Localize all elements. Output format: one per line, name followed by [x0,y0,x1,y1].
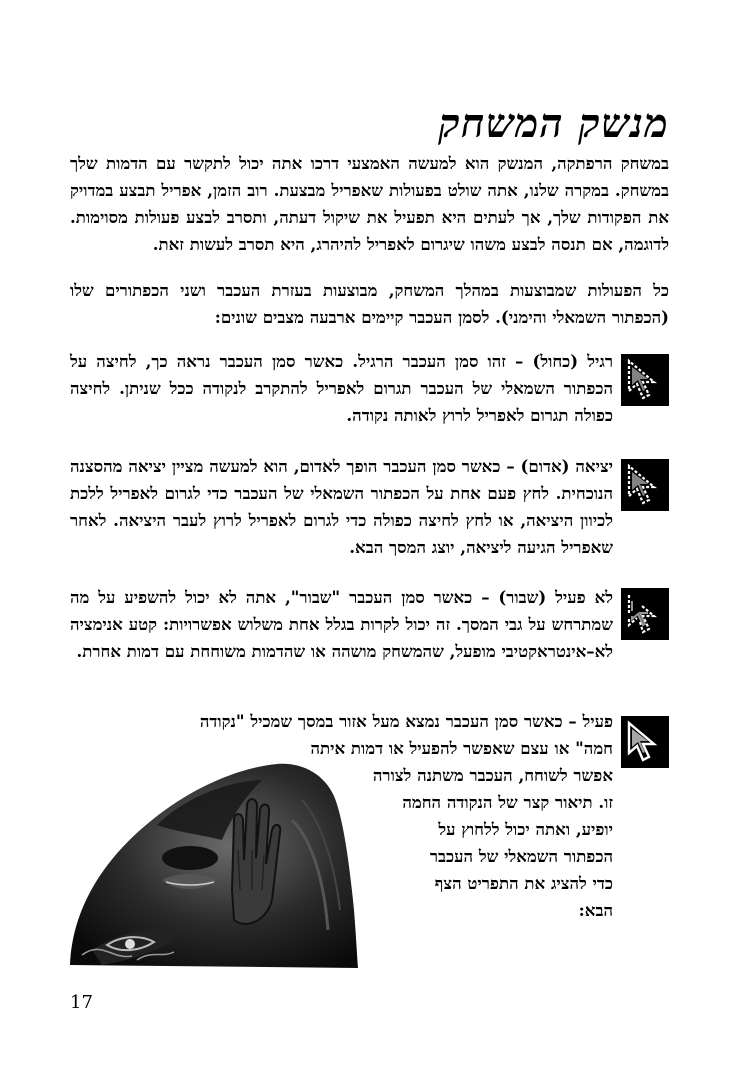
page-title: מנשק המשחק [438,100,669,147]
cursor-state-text: יציאה (אדום) – כאשר סמן העכבר הופך לאדום, הוא למעשה מציין יציאה מהסצנה הנוכחית. לחץ פעם אחת על הכפתור השמאלי של העכבר כדי לגרום לאפריל ללכת לכיוון היציאה, או לחץ לחיצה כפולה כדי לגרום לאפריל לרוץ לעבר היציאה. לאחר שאפריל הגיעה ליציאה, יוצג המסך הבא. [70,456,613,557]
cursor-arrow-icon [621,354,669,406]
cursor-state-text: לא פעיל (שבור) – כאשר סמן העכבר "שבור", אתה לא יכול להשפיע על מה שמתרחש על גבי המסך. זה יכול לקרות בגלל אחת משלוש אפשרויות: קטע אנימציה לא–אינטראקטיבי מופעל, שהמשחק מושהה או שהדמות משוחחת עם דמות אחרת. [70,587,613,661]
cursor-arrow-icon [621,716,669,768]
text-line: זו. תיאור קצר של הנקודה החמה [402,792,613,812]
cursor-state-text: רגיל (כחול) – זהו סמן העכבר הרגיל. כאשר סמן העכבר נראה כך, לחיצה על הכפתור השמאלי של העכבר תגרום לאפריל להתקרב לנקודה ככל שניתן. לחיצה כפולה תגרום לאפריל לרוץ לאותה נקודה. [70,351,613,425]
text-line: כדי להציג את התפריט הצף [434,873,613,893]
intro-paragraph-1: במשחק הרפתקה, המנשק הוא למעשה האמצעי דרכו אתה יכול לתקשר עם הדמות שלך במשחק. במקרה שלנו, אתה שולט בפעולות שאפריל מבצעת. רוב הזמן, אפריל תבצע במדויק את הפקודות שלך, אך לעתים היא תפעיל את שיקול דעתה, ותסרב לבצע פעולות מסוימות. לדוגמה, אם תנסה לבצע משהו שיגרום לאפריל להיהרג, היא תסרב לעשות זאת. [70,153,669,254]
text-line: הבא: [578,900,613,920]
text-line: פעיל – כאשר סמן העכבר נמצא מעל אזור במסך שמכיל "נקודה [199,711,613,731]
page-number: 17 [70,992,93,1013]
text-line: אפשר לשוחח, העכבר משתנה לצורה [372,765,613,785]
intro-paragraph-2: כל הפעולות שמבוצעות במהלך המשחק, מבוצעות בעזרת העכבר ושני הכפתורים שלו (הכפתור השמאלי והימני). לסמן העכבר קיימים ארבעה מצבים שונים: [70,280,669,327]
text-line: הכפתור השמאלי של העכבר [429,846,613,866]
cursor-state-inactive [0,584,731,724]
cursor-arrow-icon [621,588,669,640]
text-line: יופיע, ואתה יכול ללחוץ על [438,819,613,839]
cursor-state-exit [0,453,731,593]
mask-illustration [62,760,362,970]
text-line: חמה" או עצם שאפשר להפעיל או דמות איתה [310,738,613,758]
cursor-arrow-icon [621,459,669,511]
